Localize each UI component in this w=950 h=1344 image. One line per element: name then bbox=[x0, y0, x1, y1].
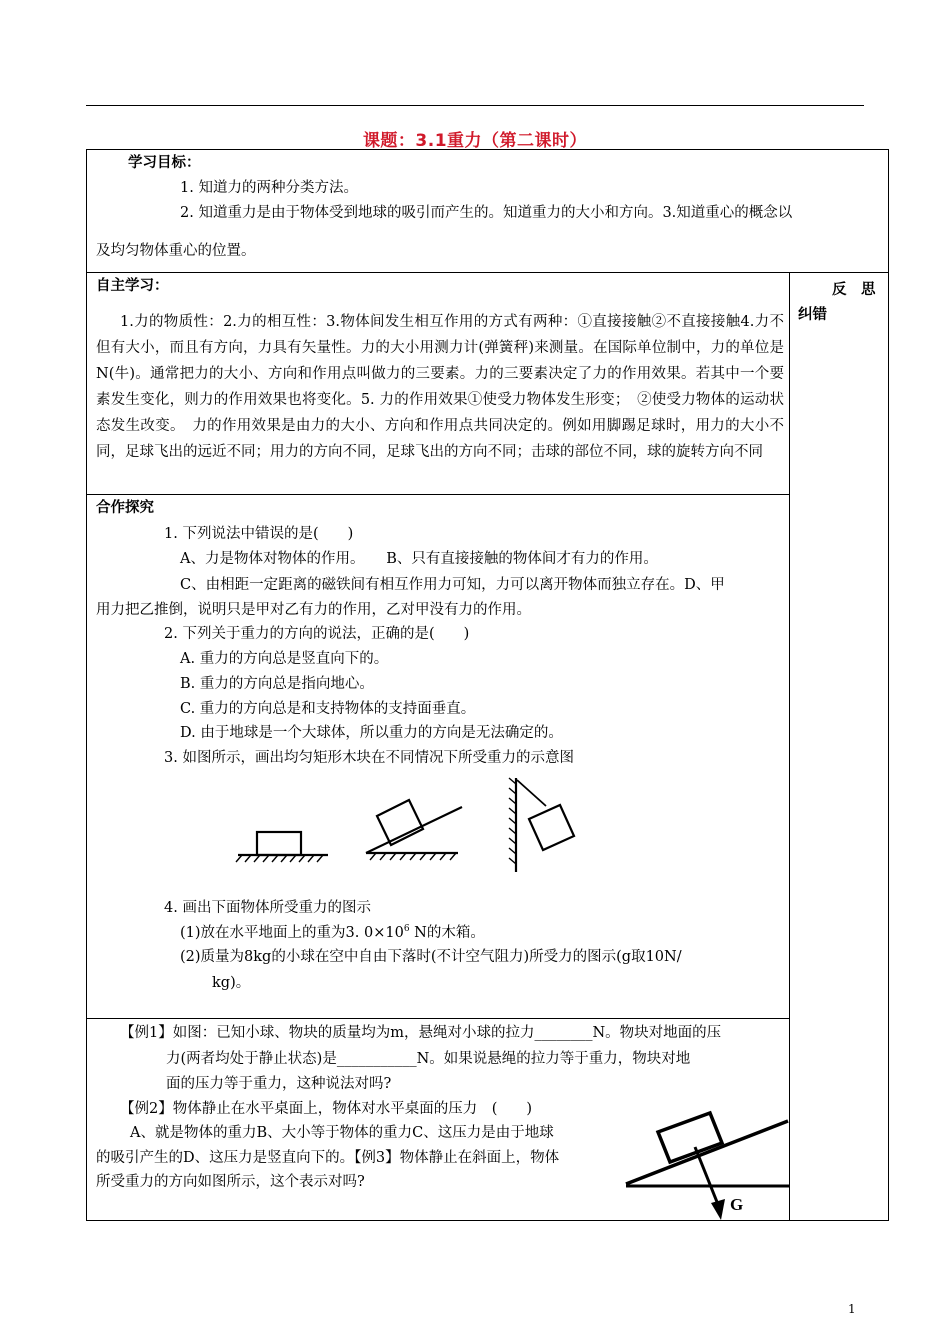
self-study-text: 1.力的物质性：2.力的相互性：3.物体间发生相互作用的方式有两种：①直接接触②不直接接触4.力不但有大小，而且有方向，力具有矢量性。力的大小用测力计(弹簧秤)来测量。在国际单位制中，力的单位是N(牛)。通常把力的大小、方向和作用点叫做力的三要素。力的三要素决定了力的作用效果。若其中一个要素发生变化，则力的作用效果也将变化。5. 力的作用效果①使受力物体发生形变； ②使受力物体的运动状态发生改变。 力的作用效果是由力的大小、方向和作用点共同决定的。例如用脚踢足球时，用力的大小不同，足球飞出的远近不同；用力的方向不同，足球飞出的方向不同；击球的部位不同，球的旋转方向不同 bbox=[96, 314, 784, 460]
question-2-option-c: C. 重力的方向总是和支持物体的支持面垂直。 bbox=[180, 701, 476, 717]
page-title: 课题：3.1重力（第二课时） bbox=[362, 131, 588, 151]
example-1-line3: 面的压力等于重力，这种说法对吗? bbox=[166, 1076, 392, 1092]
question-4-part-1 bbox=[180, 925, 485, 940]
question-4: 4. 画出下面物体所受重力的图示 bbox=[164, 900, 371, 916]
question-1-option-ab: A、力是物体对物体的作用。 B、只有直接接触的物体间才有力的作用。 bbox=[180, 551, 658, 567]
cooperative-heading: 合作探究 bbox=[96, 500, 154, 516]
question-3: 3. 如图所示，画出均匀矩形木块在不同情况下所受重力的示意图 bbox=[164, 750, 574, 766]
question-1-option-c-line2: 用力把乙推倒，说明只是甲对乙有力的作用，乙对甲没有力的作用。 bbox=[96, 602, 531, 618]
question-2-option-d: D. 由于地球是一个大球体，所以重力的方向是无法确定的。 bbox=[180, 725, 563, 741]
question-2-option-b: B. 重力的方向总是指向地心。 bbox=[180, 676, 374, 692]
gravity-label: G bbox=[730, 1195, 744, 1214]
example-2-line3: 的吸引产生的D、这压力是竖直向下的。【例3】物体静止在斜面上，物体 bbox=[96, 1150, 560, 1166]
question-4-part-1-exponent: 6 bbox=[403, 924, 410, 934]
reflection-label-line2: 纠错 bbox=[798, 307, 827, 323]
question-4-part-1-text: (1)放在水平地面上的重为3. 0×10 bbox=[180, 924, 404, 941]
page-number: 1 bbox=[848, 1302, 856, 1316]
objective-item-1: 1. 知道力的两种分类方法。 bbox=[180, 180, 358, 196]
example-2-line4: 所受重力的方向如图所示，这个表示对吗? bbox=[96, 1174, 365, 1190]
example-2-line2: A、就是物体的重力B、大小等于物体的重力C、这压力是由于地球 bbox=[130, 1125, 554, 1141]
reflection-column bbox=[789, 272, 889, 1221]
question-2: 2. 下列关于重力的方向的说法，正确的是( ) bbox=[164, 626, 470, 642]
question-1: 1. 下列说法中错误的是( ) bbox=[164, 526, 354, 542]
question-4-part-1-unit: N的木箱。 bbox=[409, 924, 485, 941]
question-4-part-2-line1: (2)质量为8kg的小球在空中自由下落时(不计空气阻力)所受力的图示(g取10N/ bbox=[180, 949, 682, 965]
question-2-option-a: A. 重力的方向总是竖直向下的。 bbox=[180, 651, 389, 667]
objective-item-2-line2: 及均匀物体重心的位置。 bbox=[96, 243, 256, 259]
question-1-option-c-line1: C、由相距一定距离的磁铁间有相互作用力可知，力可以离开物体而独立存在。D、甲 bbox=[180, 577, 725, 593]
objective-item-2-line1: 2. 知道重力是由于物体受到地球的吸引而产生的。知道重力的大小和方向。3.知道重心的概念以 bbox=[180, 205, 793, 221]
question-4-part-2-line2: kg)。 bbox=[212, 975, 251, 991]
examples-box bbox=[86, 1018, 790, 1221]
example-1-line1: 【例1】如图：已知小球、物块的质量均为m，悬绳对小球的拉力________N。物块对地面的压 bbox=[120, 1025, 722, 1041]
objectives-heading: 学习目标： bbox=[128, 155, 201, 171]
self-study-heading: 自主学习： bbox=[96, 278, 169, 294]
example-2-line1: 【例2】物体静止在水平桌面上，物体对水平桌面的压力 ( ) bbox=[120, 1101, 533, 1117]
header-rule bbox=[86, 105, 864, 106]
reflection-label-line1: 反 思 bbox=[832, 282, 876, 298]
example-1-line2: 力(两者均处于静止状态)是___________N。如果说悬绳的拉力等于重力，物块对地 bbox=[166, 1051, 691, 1067]
